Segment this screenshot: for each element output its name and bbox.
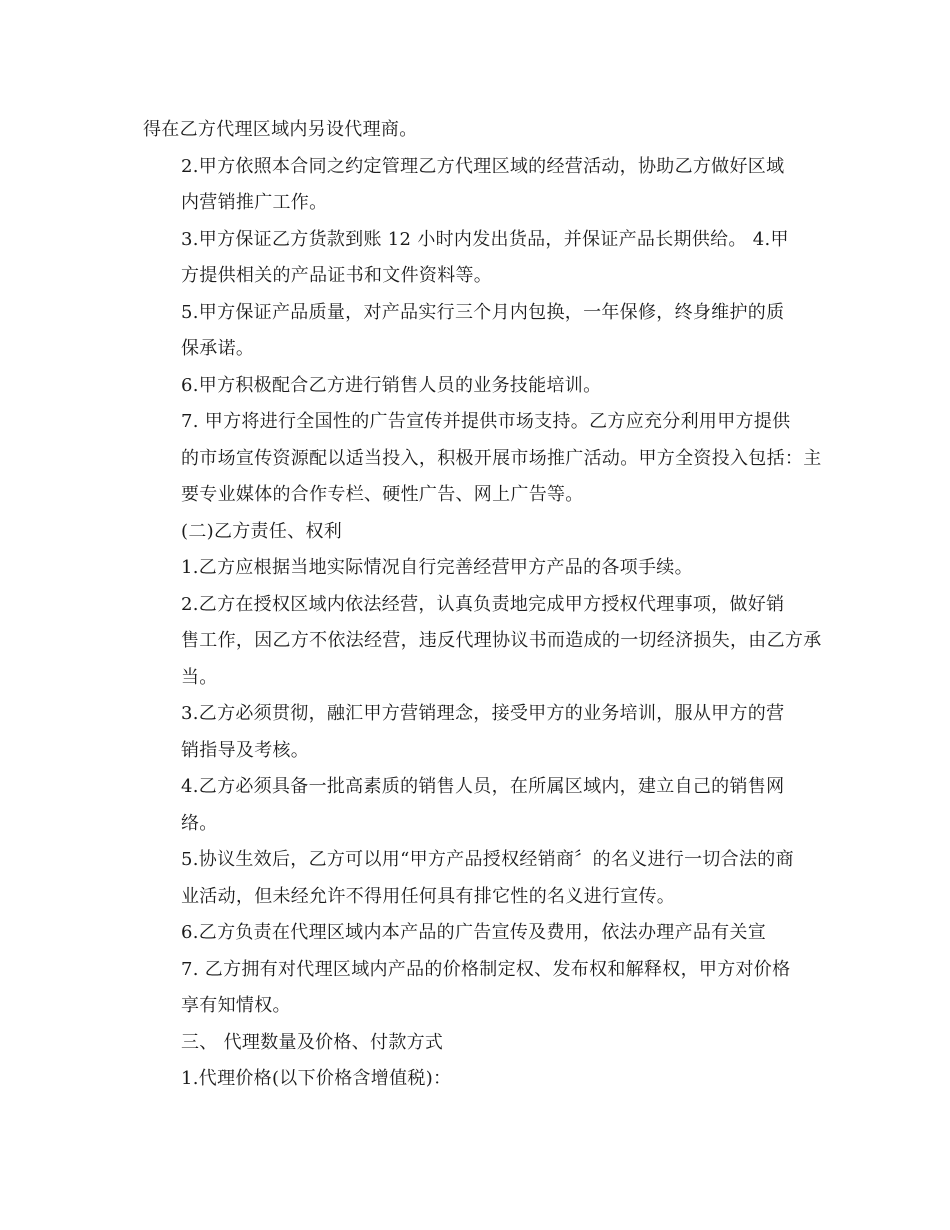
paragraph [143, 769, 808, 842]
text-line: 业活动，但未经允许不得用任何具有排它性的名义进行宣传。 [181, 885, 676, 907]
text-line: 要专业媒体的合作专栏、硬性广告、网上广告等。 [181, 484, 584, 505]
text-line: 7. 乙方拥有对代理区域内产品的价格制定权、发布权和解释权，甲方对价格 [181, 958, 791, 980]
text-line: 保承诺。 [181, 338, 255, 359]
paragraph [143, 915, 808, 952]
text-line: 的市场宣传资源配以适当投入，积极开展市场推广活动。甲方全资投入包括：主 [181, 447, 822, 469]
paragraph [143, 1025, 808, 1062]
paragraph [143, 514, 808, 551]
text-line: 3.乙方必须贯彻，融汇甲方营销理念，接受甲方的业务培训，服从甲方的营 [181, 703, 785, 724]
text-line: 享有知情权。 [181, 995, 291, 1016]
text-line: 3.甲方保证乙方货款到账 12 小时内发出货品，并保证产品长期供给。 4.甲 [181, 228, 789, 250]
text-line: 1.代理价格(以下价格含增值税)： [181, 1068, 452, 1089]
paragraph [143, 112, 808, 149]
document-body [143, 112, 822, 1098]
text-line: 三、 代理数量及价格、付款方式 [181, 1031, 444, 1053]
text-line: 销指导及考核。 [181, 739, 310, 761]
text-line: 7. 甲方将进行全国性的广告宣传并提供市场支持。乙方应充分利用甲方提供 [181, 411, 791, 432]
text-line: 1.乙方应根据当地实际情况自行完善经营甲方产品的各项手续。 [181, 557, 693, 578]
text-line: 6.乙方负责在代理区域内本产品的广告宣传及费用，依法办理产品有关宣 [181, 922, 767, 943]
text-line: 2.乙方在授权区域内依法经营，认真负责地完成甲方授权代理事项，做好销 [181, 593, 785, 615]
paragraph [143, 368, 808, 405]
paragraph [143, 149, 808, 222]
text-line: 方提供相关的产品证书和文件资料等。 [181, 265, 493, 286]
paragraph [143, 696, 808, 769]
text-line: 得在乙方代理区域内另设代理商。 [143, 119, 418, 140]
paragraph [143, 842, 808, 915]
text-line: 5.协议生效后，乙方可以用“甲方产品授权经销商〞的名义进行一切合法的商 [181, 849, 794, 870]
text-line: 内营销推广工作。 [181, 192, 328, 213]
text-line: 5.甲方保证产品质量，对产品实行三个月内包换，一年保修，终身维护的质 [181, 301, 785, 323]
paragraph [143, 1061, 808, 1098]
paragraph [143, 952, 808, 1025]
text-line: 6.甲方积极配合乙方进行销售人员的业务技能培训。 [181, 374, 602, 396]
text-line: 售工作，因乙方不依法经营，违反代理协议书而造成的一切经济损失，由乙方承 [181, 630, 822, 651]
paragraph [143, 222, 808, 295]
paragraph [143, 404, 822, 514]
text-line: 2.甲方依照本合同之约定管理乙方代理区域的经营活动，协助乙方做好区域 [181, 155, 785, 177]
paragraph [143, 587, 822, 697]
text-line: 4.乙方必须具备一批高素质的销售人员，在所属区域内，建立自己的销售网 [181, 776, 785, 797]
text-line: 络。 [181, 812, 218, 834]
text-line: (二)乙方责任、权利 [181, 520, 343, 542]
paragraph [143, 295, 808, 368]
text-line: 当。 [181, 666, 218, 688]
paragraph [143, 550, 808, 587]
